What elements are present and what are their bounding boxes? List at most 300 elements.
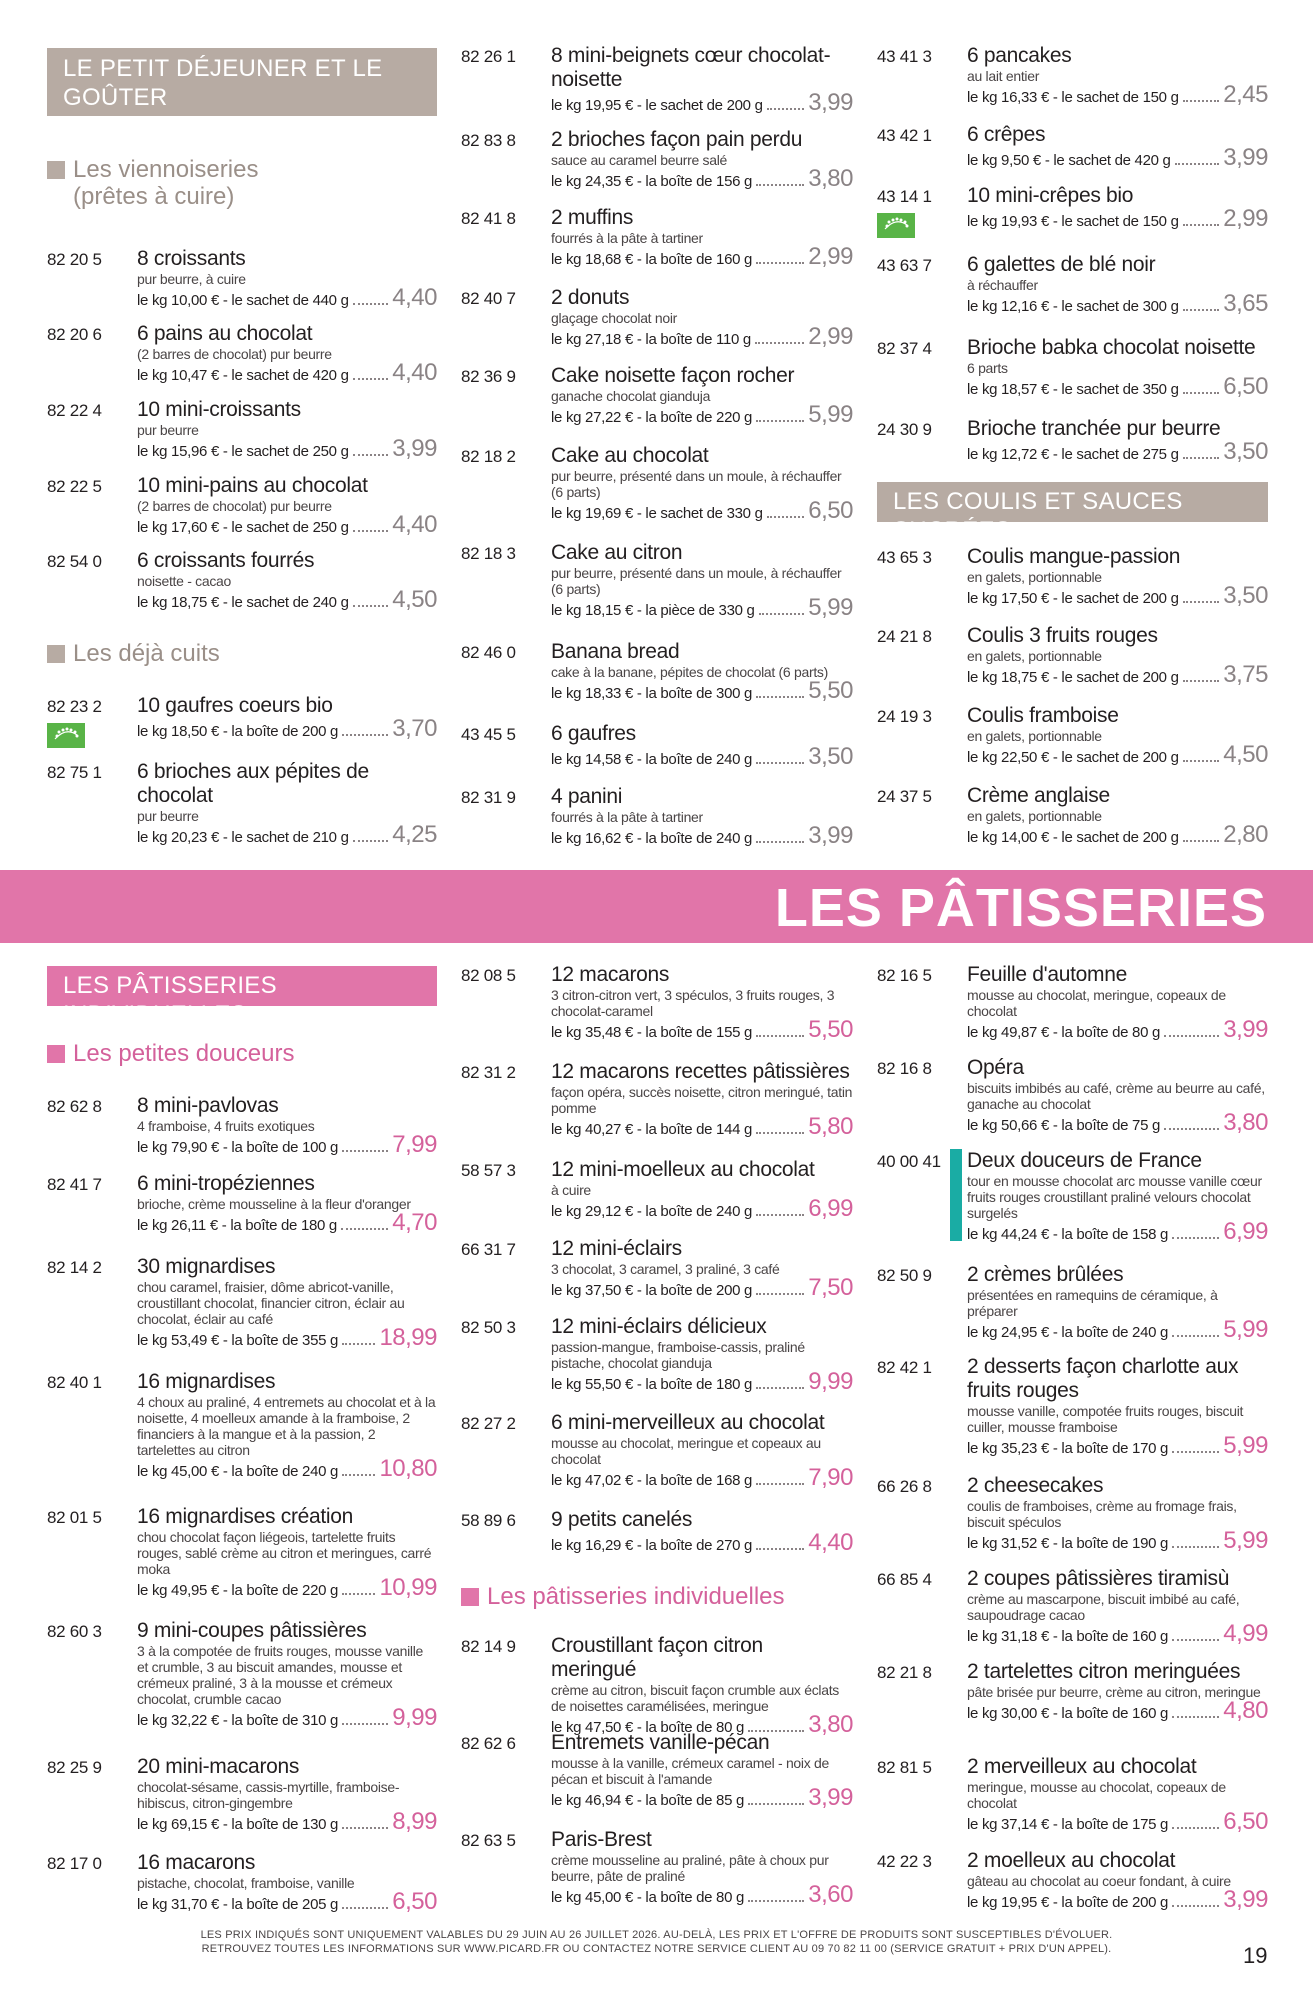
product-name: Banana bread [551,640,680,663]
product-description: à cuire [551,1182,591,1198]
product-code: 40 00 41 [877,1152,941,1171]
product-description: chou caramel, fraisier, dôme abricot-vanille, croustillant chocolat, financier citron, éclair au chocolat, éclair au café [137,1279,405,1327]
product-code: 82 83 8 [461,131,516,150]
product-item [47,760,437,849]
product-item [877,1755,1268,1836]
leader-dots [755,342,804,344]
product-description: fourrés à la pâte à tartiner [551,230,703,246]
unit-price: le kg 16,62 € - la boîte de 240 g [551,830,753,847]
product-price: 3,75 [1223,661,1268,688]
product-code: 82 42 1 [877,1358,932,1377]
product-item [461,722,853,771]
subheading-viennoiseries: Les viennoiseries (prêtes à cuire) [47,156,307,210]
product-name: 8 croissants [137,247,246,270]
product-code: 82 16 5 [877,966,932,985]
product-item [461,364,853,429]
product-item [461,444,853,525]
product-item [877,184,1268,238]
leader-dots [1183,224,1220,226]
product-code: 82 31 2 [461,1063,516,1082]
product-name: 6 galettes de blé noir [967,253,1156,276]
product-description: à réchauffer [967,277,1038,293]
product-item [877,1149,1268,1246]
product-item [461,128,853,193]
leader-dots [342,734,388,736]
section-title-breakfast: LE PETIT DÉJEUNER ET LE GOÛTER [47,48,437,116]
product-description: noisette - cacao [137,573,232,589]
product-name: 2 donuts [551,286,630,309]
product-price: 2,99 [1223,205,1268,232]
product-code: 24 30 9 [877,420,932,439]
product-description: glaçage chocolat noir [551,310,678,326]
product-name: 2 coupes pâtissières tiramisù [967,1567,1230,1590]
product-description: en galets, portionnable [967,569,1102,585]
unit-price: le kg 15,96 € - le sachet de 250 g [137,443,349,460]
product-code: 82 50 9 [877,1266,932,1285]
product-name: 6 mini-tropéziennes [137,1172,315,1195]
leader-dots [342,1150,388,1152]
leader-dots [756,1293,804,1295]
product-name: 6 gaufres [551,722,636,745]
product-item [461,1158,853,1223]
unit-price: le kg 20,23 € - le sachet de 210 g [137,829,349,846]
product-item [461,541,853,622]
product-price: 6,99 [1223,1218,1268,1245]
product-name: Croustillant façon citron meringué [551,1634,763,1681]
product-code: 82 36 9 [461,367,516,386]
product-code: 43 14 1 [877,187,932,206]
leader-dots [341,1228,388,1230]
leader-dots [756,841,804,843]
product-item [461,1237,853,1302]
leader-dots [756,262,804,264]
product-price: 4,70 [392,1209,437,1236]
product-code: 24 37 5 [877,787,932,806]
product-item [877,963,1268,1044]
product-code: 82 18 2 [461,447,516,466]
product-price: 6,50 [808,497,853,524]
product-price: 3,65 [1223,290,1268,317]
product-description: en galets, portionnable [967,808,1102,824]
leader-dots [1172,1716,1219,1718]
unit-price: le kg 45,00 € - la boîte de 240 g [137,1463,339,1480]
product-item [47,322,437,387]
banner-title: LES PÂTISSERIES [774,878,1267,938]
unit-price: le kg 79,90 € - la boîte de 100 g [137,1139,339,1156]
subheading-petites-douceurs: Les petites douceurs [47,1040,294,1067]
leader-dots [759,613,805,615]
product-name: 6 pains au chocolat [137,322,313,345]
product-description: biscuits imbibés au café, crème au beurre au café, ganache au chocolat [967,1080,1265,1112]
product-item [461,1060,853,1141]
unit-price: le kg 18,57 € - le sachet de 350 g [967,381,1179,398]
unit-price: le kg 16,33 € - le sachet de 150 g [967,89,1179,106]
product-price: 3,99 [808,822,853,849]
product-name: Coulis framboise [967,704,1119,727]
product-item [47,398,437,463]
product-name: 9 petits canelés [551,1508,693,1531]
product-name: Opéra [967,1056,1024,1079]
product-price: 6,50 [1223,373,1268,400]
unit-price: le kg 46,94 € - la boîte de 85 g [551,1792,745,1809]
product-description: meringue, mousse au chocolat, copeaux de chocolat [967,1779,1226,1811]
product-item [47,1370,437,1483]
unit-price: le kg 55,50 € - la boîte de 180 g [551,1376,753,1393]
product-description: pur beurre, à cuire [137,271,246,287]
product-description: mousse au chocolat, meringue et copeaux au chocolat [551,1435,821,1467]
product-code: 82 23 2 [47,697,102,716]
product-code: 82 14 2 [47,1258,102,1277]
product-item [47,1505,437,1602]
product-price: 3,80 [808,1711,853,1738]
product-name: 9 mini-coupes pâtissières [137,1619,367,1642]
product-code: 82 08 5 [461,966,516,985]
leader-dots [756,1214,804,1216]
product-item [461,1828,853,1909]
leader-dots [353,530,389,532]
leader-dots [756,1035,804,1037]
product-code: 82 22 4 [47,401,102,420]
product-code: 82 17 0 [47,1854,102,1873]
leader-dots [342,1907,388,1909]
product-code: 82 54 0 [47,552,102,571]
product-price: 4,50 [1223,741,1268,768]
product-price: 6,50 [1223,1808,1268,1835]
product-code: 82 81 5 [877,1758,932,1777]
product-description: ganache chocolat gianduja [551,388,711,404]
unit-price: le kg 40,27 € - la boîte de 144 g [551,1121,753,1138]
product-code: 82 37 4 [877,339,932,358]
leader-dots [756,1387,804,1389]
unit-price: le kg 18,15 € - la pièce de 330 g [551,602,755,619]
unit-price: le kg 14,58 € - la boîte de 240 g [551,751,753,768]
product-price: 4,99 [1223,1620,1268,1647]
product-name: 8 mini-pavlovas [137,1094,279,1117]
unit-price: le kg 49,87 € - la boîte de 80 g [967,1024,1161,1041]
unit-price: le kg 18,50 € - la boîte de 200 g [137,723,339,740]
product-description: pur beurre [137,422,199,438]
product-code: 82 26 1 [461,47,516,66]
product-name: Feuille d'automne [967,963,1128,986]
product-code: 82 20 5 [47,250,102,269]
product-price: 5,99 [808,594,853,621]
product-name: 10 mini-croissants [137,398,301,421]
leader-dots [1172,1639,1219,1641]
product-code: 82 63 5 [461,1831,516,1850]
organic-label-icon [877,213,915,238]
product-code: 82 62 8 [47,1097,102,1116]
product-description: 6 parts [967,360,1008,376]
product-description: 3 chocolat, 3 caramel, 3 praliné, 3 café [551,1261,780,1277]
leader-dots [1183,840,1220,842]
product-price: 3,99 [808,1784,853,1811]
product-price: 8,99 [392,1808,437,1835]
product-item [47,1755,437,1836]
product-price: 5,80 [808,1113,853,1140]
product-code: 82 18 3 [461,544,516,563]
product-name: 2 merveilleux au chocolat [967,1755,1197,1778]
product-name: 16 mignardises création [137,1505,354,1528]
product-code: 82 41 8 [461,209,516,228]
product-item [877,784,1268,849]
product-description: mousse vanille, compotée fruits rouges, biscuit cuiller, mousse framboise [967,1403,1244,1435]
column-breakfast [47,48,437,210]
unit-price: le kg 12,72 € - le sachet de 275 g [967,446,1179,463]
leader-dots [1183,392,1220,394]
product-description: chocolat-sésame, cassis-myrtille, framboise-hibiscus, citron-gingembre [137,1779,400,1811]
leader-dots [756,1483,804,1485]
product-name: 12 mini-éclairs délicieux [551,1315,767,1338]
product-item [461,1634,853,1739]
unit-price: le kg 18,75 € - le sachet de 240 g [137,594,349,611]
leader-dots [1164,1035,1219,1037]
product-description: passion-mangue, framboise-cassis, praliné pistache, chocolat gianduja [551,1339,805,1371]
unit-price: le kg 26,11 € - la boîte de 180 g [137,1217,337,1234]
product-description: 3 à la compotée de fruits rouges, mousse vanille et crumble, 3 au biscuit amandes, mousse et crémeux praliné, 3 à la mousse et crémeux chocolat, crumble cacao [137,1643,423,1707]
leader-dots [1183,680,1220,682]
product-code: 82 14 9 [461,1637,516,1656]
leader-dots [756,1548,804,1550]
product-code: 58 57 3 [461,1161,516,1180]
leader-dots [756,696,804,698]
footer-line-2: RETROUVEZ TOUTES LES INFORMATIONS SUR WWW.PICARD.FR OU CONTACTEZ NOTRE SERVICE CLIENT AU 09 70 82 11 00 (SERVICE GRATUIT + PRIX D'UN APPEL). [201,1943,1112,1955]
product-code: 82 40 7 [461,289,516,308]
leader-dots [342,1827,388,1829]
product-item [877,1263,1268,1344]
product-item [877,1660,1268,1725]
product-item [877,336,1268,401]
product-price: 9,99 [808,1368,853,1395]
leader-dots [1164,1128,1219,1130]
product-description: pur beurre [137,808,199,824]
product-price: 3,99 [392,435,437,462]
product-description: sauce au caramel beurre salé [551,152,728,168]
product-name: 12 macarons [551,963,670,986]
product-code: 24 19 3 [877,707,932,726]
product-code: 82 01 5 [47,1508,102,1527]
product-name: Coulis mangue-passion [967,545,1181,568]
product-name: Deux douceurs de France [967,1149,1202,1172]
product-price: 6,50 [392,1888,437,1915]
subheading-deja-cuits: Les déjà cuits [47,640,220,667]
product-price: 3,99 [808,89,853,116]
product-item [877,545,1268,610]
product-description: gâteau au chocolat au coeur fondant, à cuire [967,1873,1231,1889]
leader-dots [342,1343,375,1345]
product-code: 82 16 8 [877,1059,932,1078]
product-description: mousse à la vanille, crémeux caramel - noix de pécan et biscuit à l'amande [551,1755,829,1787]
product-description: chou chocolat façon liégeois, tartelette fruits rouges, sablé crème au citron et meringues, carré moka [137,1529,432,1577]
product-code: 66 31 7 [461,1240,516,1259]
product-name: 10 gaufres coeurs bio [137,694,333,717]
product-price: 3,50 [1223,582,1268,609]
leader-dots [756,1132,804,1134]
product-description: 4 framboise, 4 fruits exotiques [137,1118,315,1134]
product-code: 43 65 3 [877,548,932,567]
unit-price: le kg 69,15 € - la boîte de 130 g [137,1816,339,1833]
product-price: 3,80 [1223,1109,1268,1136]
product-name: 2 crèmes brûlées [967,1263,1124,1286]
product-code: 82 50 3 [461,1318,516,1337]
product-description: brioche, crème mousseline à la fleur d'oranger [137,1196,411,1212]
product-name: 10 mini-pains au chocolat [137,474,368,497]
unit-price: le kg 44,24 € - la boîte de 158 g [967,1226,1169,1243]
product-description: cake à la banane, pépites de chocolat (6 parts) [551,664,828,680]
product-description: mousse au chocolat, meringue, copeaux de chocolat [967,987,1226,1019]
product-code: 43 41 3 [877,47,932,66]
product-item [877,1567,1268,1648]
product-code: 82 46 0 [461,643,516,662]
product-name: Cake au citron [551,541,683,564]
page-number: 19 [1243,1943,1268,1968]
product-code: 82 40 1 [47,1373,102,1392]
product-price: 4,40 [392,284,437,311]
product-description: crème au citron, biscuit façon crumble aux éclats de noisettes caramélisées, meringue [551,1682,839,1714]
section-title-patisseries-individuelles: LES PÂTISSERIES INDIVIDUELLES [47,966,437,1006]
product-item [877,253,1268,318]
product-name: 10 mini-crêpes bio [967,184,1134,207]
product-price: 3,60 [808,1881,853,1908]
product-name: 2 brioches façon pain perdu [551,128,803,151]
product-item [461,785,853,850]
unit-price: le kg 17,50 € - le sachet de 200 g [967,590,1179,607]
leader-dots [342,1474,375,1476]
product-name: Crème anglaise [967,784,1110,807]
product-name: Cake au chocolat [551,444,709,467]
unit-price: le kg 35,48 € - la boîte de 155 g [551,1024,753,1041]
leader-dots [353,378,389,380]
unit-price: le kg 47,02 € - la boîte de 168 g [551,1472,753,1489]
product-item [877,44,1268,109]
product-item [461,1315,853,1396]
leader-dots [767,516,805,518]
product-price: 5,99 [808,401,853,428]
product-name: Paris-Brest [551,1828,652,1851]
product-name: 12 mini-moelleux au chocolat [551,1158,815,1181]
product-item [877,417,1268,466]
product-name: 20 mini-macarons [137,1755,300,1778]
patisseries-banner [0,870,1313,943]
product-price: 2,99 [808,243,853,270]
product-item [47,1172,437,1237]
product-price: 3,50 [808,743,853,770]
unit-price: le kg 19,95 € - le sachet de 200 g [551,97,763,114]
product-description: pâte brisée pur beurre, crème au citron, meringue [967,1684,1261,1700]
product-name: 2 cheesecakes [967,1474,1104,1497]
unit-price: le kg 47,50 € - la boîte de 80 g [551,1719,745,1736]
leader-dots [353,605,389,607]
unit-price: le kg 24,95 € - la boîte de 240 g [967,1324,1169,1341]
leader-dots [353,454,389,456]
leader-dots [342,1723,388,1725]
unit-price: le kg 53,49 € - la boîte de 355 g [137,1332,339,1349]
product-price: 10,99 [379,1574,437,1601]
product-description: fourrés à la pâte à tartiner [551,809,703,825]
leader-dots [1172,1451,1219,1453]
product-price: 5,99 [1223,1316,1268,1343]
unit-price: le kg 29,12 € - la boîte de 240 g [551,1203,753,1220]
product-name: 2 desserts façon charlotte aux fruits rouges [967,1355,1239,1402]
unit-price: le kg 49,95 € - la boîte de 220 g [137,1582,339,1599]
organic-label-icon [47,723,85,748]
product-name: Entremets vanille-pécan [551,1731,770,1754]
product-price: 3,70 [392,715,437,742]
unit-price: le kg 32,22 € - la boîte de 310 g [137,1712,339,1729]
product-code: 82 21 8 [877,1663,932,1682]
product-name: 16 macarons [137,1851,256,1874]
unit-price: le kg 27,18 € - la boîte de 110 g [551,331,751,348]
unit-price: le kg 19,95 € - la boîte de 200 g [967,1894,1169,1911]
leader-dots [353,303,389,305]
unit-price: le kg 18,68 € - la boîte de 160 g [551,251,753,268]
unit-price: le kg 14,00 € - le sachet de 200 g [967,829,1179,846]
product-name: Coulis 3 fruits rouges [967,624,1158,647]
product-price: 5,50 [808,1016,853,1043]
leader-dots [1172,1546,1219,1548]
product-description: présentées en ramequins de céramique, à préparer [967,1287,1218,1319]
product-item [877,1056,1268,1137]
product-item [47,1255,437,1352]
product-item [461,1508,853,1557]
product-code: 66 26 8 [877,1477,932,1496]
leader-dots [748,1900,804,1902]
unit-price: le kg 45,00 € - la boîte de 80 g [551,1889,745,1906]
unit-price: le kg 30,00 € - la boîte de 160 g [967,1705,1169,1722]
product-price: 4,50 [392,586,437,613]
product-description: façon opéra, succès noisette, citron meringué, tatin pomme [551,1084,853,1116]
product-description: pistache, chocolat, framboise, vanille [137,1875,355,1891]
product-price: 5,99 [1223,1527,1268,1554]
product-code: 82 60 3 [47,1622,102,1641]
leader-dots [767,108,805,110]
product-item [47,694,437,748]
product-price: 4,40 [808,1529,853,1556]
product-item [461,44,853,117]
product-price: 5,50 [808,677,853,704]
product-price: 6,99 [808,1195,853,1222]
product-price: 18,99 [379,1324,437,1351]
unit-price: le kg 16,29 € - la boîte de 270 g [551,1537,753,1554]
product-name: 6 crêpes [967,123,1046,146]
unit-price: le kg 9,50 € - le sachet de 420 g [967,152,1171,169]
product-code: 82 25 9 [47,1758,102,1777]
unit-price: le kg 10,00 € - le sachet de 440 g [137,292,349,309]
product-item [461,286,853,351]
product-price: 2,45 [1223,81,1268,108]
product-description: pur beurre, présenté dans un moule, à réchauffer (6 parts) [551,468,842,500]
product-price: 9,99 [392,1704,437,1731]
footer-line-1: LES PRIX INDIQUÉS SONT UNIQUEMENT VALABLES DU 29 JUIN AU 26 JUILLET 2026. AU-DELÀ, LES PRIX ET L'OFFRE DE PRODUITS SONT SUSCEPTIBLES D'ÉVOLUER. [200,1929,1113,1941]
unit-price: le kg 18,75 € - le sachet de 200 g [967,669,1179,686]
product-item [47,247,437,312]
leader-dots [756,184,804,186]
product-description: crème mousseline au praliné, pâte à choux pur beurre, pâte de praliné [551,1852,829,1884]
unit-price: le kg 37,14 € - la boîte de 175 g [967,1816,1169,1833]
product-name: 6 brioches aux pépites de chocolat [137,760,369,807]
product-price: 3,99 [1223,1886,1268,1913]
product-item [877,1474,1268,1555]
product-code: 43 45 5 [461,725,516,744]
product-code: 82 41 7 [47,1175,102,1194]
subheading-patisseries-individuelles: Les pâtisseries individuelles [461,1583,785,1610]
product-item [461,640,853,705]
product-price: 3,99 [1223,1016,1268,1043]
product-price: 7,90 [808,1464,853,1491]
product-price: 7,50 [808,1274,853,1301]
product-item [47,1851,437,1916]
product-price: 5,99 [1223,1432,1268,1459]
product-code: 24 21 8 [877,627,932,646]
